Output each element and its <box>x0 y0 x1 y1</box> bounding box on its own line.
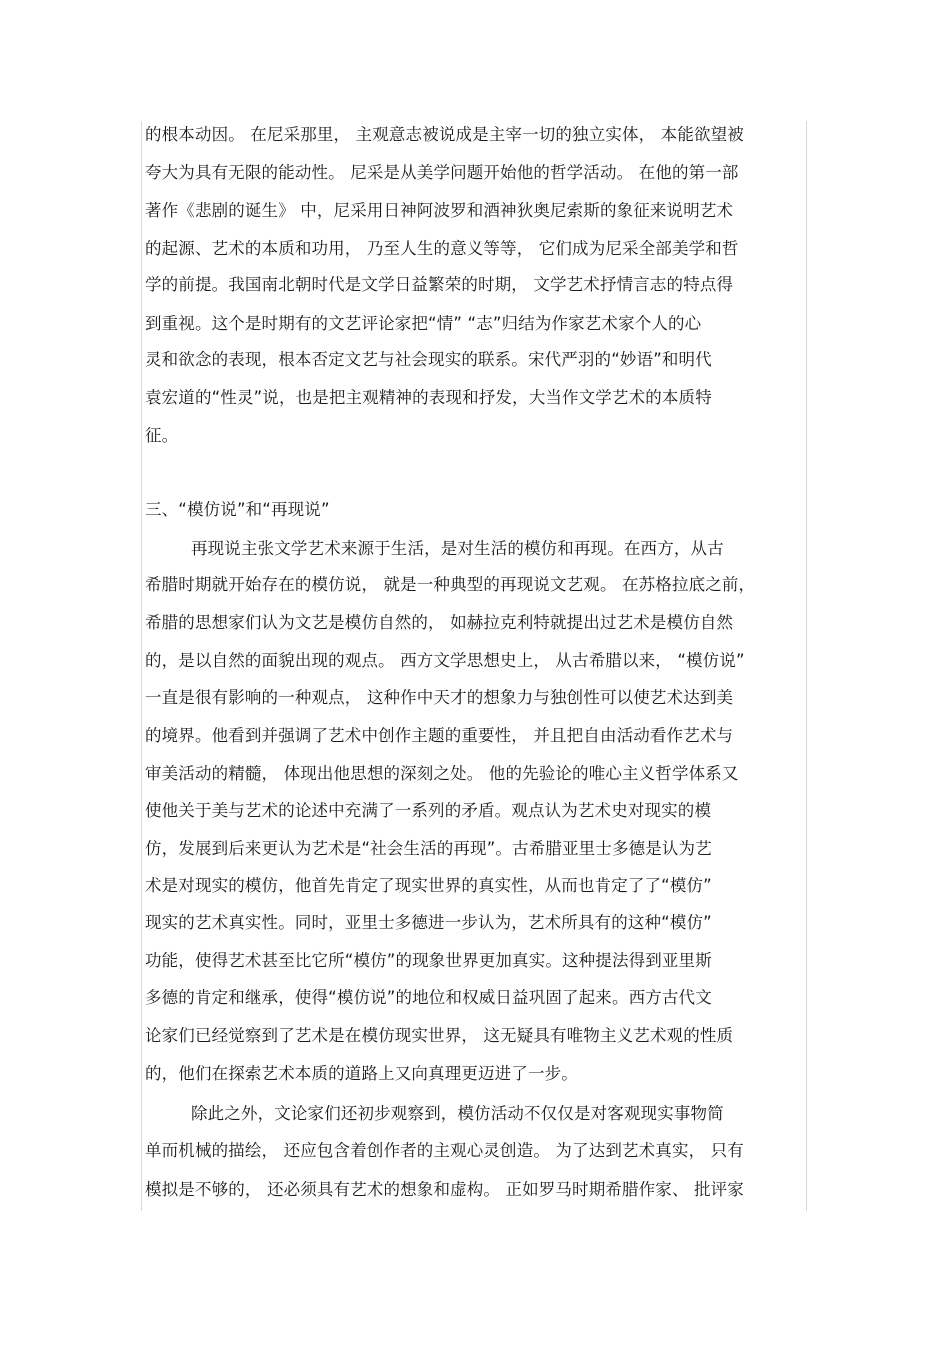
paragraph-1-line: 的根本动因。 在尼采那里， 主观意志被说成是主宰一切的独立实体， 本能欲望被 <box>145 125 744 144</box>
paragraph-1-line: 著作《悲剧的诞生》 中，尼采用日神阿波罗和酒神狄奥尼索斯的象征来说明艺术 <box>145 201 734 220</box>
paragraph-2-line: 审美活动的精髓， 体现出他思想的深刻之处。 他的先验论的唯心主义哲学体系又 <box>145 764 739 783</box>
paragraph-2-line: 一直是很有影响的一种观点， 这种作中天才的想象力与独创性可以使艺术达到美 <box>145 688 734 707</box>
paragraph-3-line: 模拟是不够的， 还必须具有艺术的想象和虚构。 正如罗马时期希腊作家、 批评家 <box>145 1180 744 1199</box>
paragraph-2-line: 的，他们在探索艺术本质的道路上又向真理更迈进了一步。 <box>145 1064 578 1083</box>
section-heading: 三、“模仿说”和“再现说” <box>145 500 330 519</box>
paragraph-2-line: 现实的艺术真实性。同时，亚里士多德进一步认为，艺术所具有的这种“模仿” <box>145 913 712 932</box>
paragraph-1-line: 的起源、艺术的本质和功用， 乃至人生的意义等等， 它们成为尼采全部美学和哲 <box>145 239 739 258</box>
paragraph-1-line: 夸大为具有无限的能动性。 尼采是从美学问题开始他的哲学活动。 在他的第一部 <box>145 163 739 182</box>
paragraph-2-line: 的，是以自然的面貌出现的观点。 西方文学思想史上， 从古希腊以来， “模仿说” <box>145 651 745 670</box>
paragraph-2-line: 希腊的思想家们认为文艺是模仿自然的， 如赫拉克利特就提出过艺术是模仿自然 <box>145 613 734 632</box>
paragraph-3-line: 除此之外，文论家们还初步观察到，模仿活动不仅仅是对客观现实事物简 <box>191 1104 724 1123</box>
paragraph-2-line: 希腊时期就开始存在的模仿说， 就是一种典型的再现说文艺观。 在苏格拉底之前， <box>145 575 756 594</box>
paragraph-2-line: 使他关于美与艺术的论述中充满了一系列的矛盾。观点认为艺术史对现实的模 <box>145 801 712 820</box>
paragraph-2-line: 论家们已经觉察到了艺术是在模仿现实世界， 这无疑具有唯物主义艺术观的性质 <box>145 1026 734 1045</box>
paragraph-1-line: 灵和欲念的表现，根本否定文艺与社会现实的联系。宋代严羽的“妙语”和明代 <box>145 350 712 369</box>
paragraph-1-line: 征。 <box>145 426 179 445</box>
paragraph-1-line: 到重视。这个是时期有的文艺评论家把“情” “志”归结为作家艺术家个人的心 <box>145 314 702 333</box>
paragraph-2-line: 仿，发展到后来更认为艺术是“社会生活的再现”。古希腊亚里士多德是认为艺 <box>145 839 712 858</box>
paragraph-1-line: 学的前提。我国南北朝时代是文学日益繁荣的时期， 文学艺术抒情言志的特点得 <box>145 275 734 294</box>
paragraph-2-line: 功能，使得艺术甚至比它所“模仿”的现象世界更加真实。这种提法得到亚里斯 <box>145 951 712 970</box>
paragraph-2-line: 的境界。他看到并强调了艺术中创作主题的重要性， 并且把自由活动看作艺术与 <box>145 726 734 745</box>
paragraph-3-line: 单而机械的描绘， 还应包含着创作者的主观心灵创造。 为了达到艺术真实， 只有 <box>145 1141 744 1160</box>
paragraph-2-line: 术是对现实的模仿，他首先肯定了现实世界的真实性，从而也肯定了了“模仿” <box>145 876 712 895</box>
paragraph-2-line: 多德的肯定和继承，使得“模仿说”的地位和权威日益巩固了起来。西方古代文 <box>145 988 712 1007</box>
paragraph-1-line: 袁宏道的“性灵”说，也是把主观精神的表现和抒发，大当作文学艺术的本质特 <box>145 388 712 407</box>
paragraph-2-line: 再现说主张文学艺术来源于生活，是对生活的模仿和再现。在西方，从古 <box>191 539 724 558</box>
